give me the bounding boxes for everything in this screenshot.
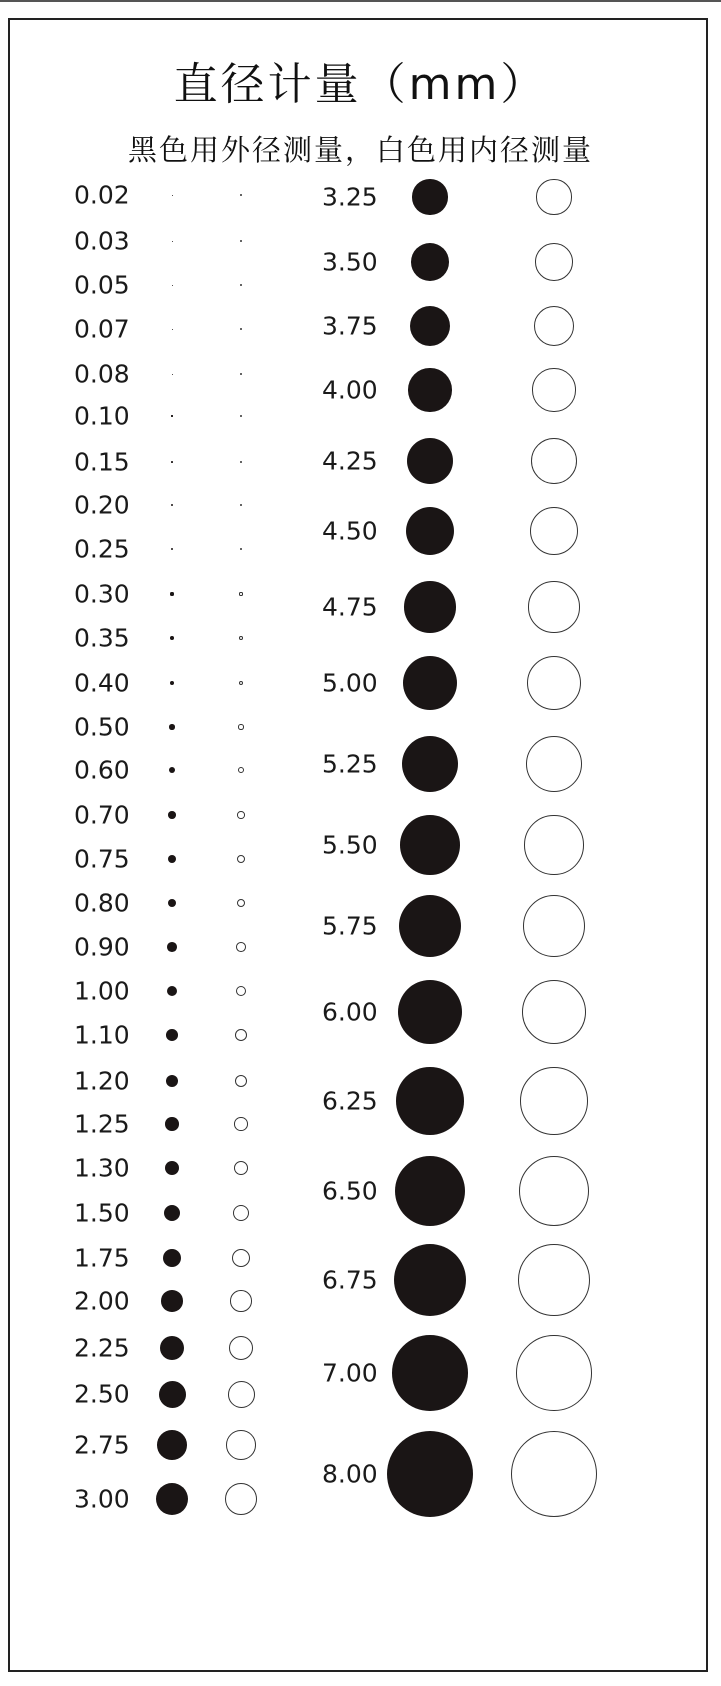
size-label: 7.00 bbox=[322, 1358, 378, 1388]
ring-dot bbox=[519, 1156, 589, 1226]
size-label: 0.02 bbox=[74, 180, 130, 210]
ring-dot bbox=[531, 438, 577, 484]
ring-dot bbox=[532, 368, 575, 411]
solid-dot bbox=[171, 415, 172, 416]
solid-dot bbox=[403, 656, 457, 710]
size-label: 0.35 bbox=[74, 623, 130, 653]
solid-dot bbox=[159, 1381, 186, 1408]
size-label: 3.50 bbox=[322, 247, 378, 277]
ring-dot bbox=[237, 811, 245, 819]
solid-dot bbox=[172, 374, 173, 375]
solid-dot bbox=[168, 855, 176, 863]
ring-dot bbox=[238, 724, 243, 729]
size-label: 4.75 bbox=[322, 592, 378, 622]
ring-dot bbox=[236, 942, 246, 952]
size-label: 0.05 bbox=[74, 270, 130, 300]
ring-dot bbox=[240, 461, 242, 463]
size-label: 0.10 bbox=[74, 401, 130, 431]
size-label: 5.50 bbox=[322, 830, 378, 860]
size-label: 3.00 bbox=[74, 1484, 130, 1514]
size-label: 6.50 bbox=[322, 1176, 378, 1206]
size-label: 6.75 bbox=[322, 1265, 378, 1295]
size-label: 0.25 bbox=[74, 534, 130, 564]
ring-dot bbox=[226, 1430, 256, 1460]
ring-dot bbox=[228, 1381, 255, 1408]
ring-dot bbox=[240, 373, 242, 375]
size-label: 2.25 bbox=[74, 1333, 130, 1363]
solid-dot bbox=[407, 438, 453, 484]
ring-dot bbox=[523, 895, 585, 957]
ring-dot bbox=[230, 1290, 252, 1312]
size-label: 0.15 bbox=[74, 447, 130, 477]
size-label: 0.80 bbox=[74, 888, 130, 918]
size-label: 0.07 bbox=[74, 314, 130, 344]
size-label: 4.00 bbox=[322, 375, 378, 405]
size-label: 3.75 bbox=[322, 311, 378, 341]
ring-dot bbox=[535, 243, 573, 281]
solid-dot bbox=[164, 1205, 180, 1221]
size-label: 5.75 bbox=[322, 911, 378, 941]
size-label: 0.50 bbox=[74, 712, 130, 742]
solid-dot bbox=[387, 1431, 473, 1517]
ring-dot bbox=[520, 1067, 588, 1135]
size-label: 4.25 bbox=[322, 446, 378, 476]
solid-dot bbox=[172, 241, 173, 242]
solid-dot bbox=[157, 1430, 187, 1460]
solid-dot bbox=[395, 1156, 465, 1226]
ring-dot bbox=[240, 415, 242, 417]
ring-dot bbox=[511, 1431, 597, 1517]
ring-dot bbox=[237, 855, 245, 863]
page-title: 直径计量（mm） bbox=[173, 59, 548, 110]
ring-dot bbox=[536, 179, 571, 214]
size-label: 1.50 bbox=[74, 1198, 130, 1228]
ring-dot bbox=[229, 1336, 253, 1360]
size-label: 0.90 bbox=[74, 932, 130, 962]
solid-dot bbox=[172, 329, 173, 330]
ring-dot bbox=[240, 284, 242, 286]
size-label: 0.30 bbox=[74, 579, 130, 609]
page-subtitle: 黑色用外径测量，白色用内径测量 bbox=[127, 133, 593, 167]
size-label: 0.75 bbox=[74, 844, 130, 874]
size-label: 0.70 bbox=[74, 800, 130, 830]
solid-dot bbox=[396, 1067, 464, 1135]
size-label: 0.03 bbox=[74, 226, 130, 256]
size-label: 1.25 bbox=[74, 1109, 130, 1139]
size-label: 0.20 bbox=[74, 490, 130, 520]
solid-dot bbox=[171, 461, 173, 463]
size-label: 8.00 bbox=[322, 1459, 378, 1489]
size-label: 6.25 bbox=[322, 1086, 378, 1116]
size-label: 1.75 bbox=[74, 1243, 130, 1273]
size-label: 2.50 bbox=[74, 1379, 130, 1409]
size-label: 1.20 bbox=[74, 1066, 130, 1096]
solid-dot bbox=[169, 724, 174, 729]
size-label: 1.00 bbox=[74, 976, 130, 1006]
ring-dot bbox=[240, 240, 242, 242]
solid-dot bbox=[165, 1117, 179, 1131]
top-rule bbox=[0, 0, 721, 2]
size-label: 4.50 bbox=[322, 516, 378, 546]
ring-dot bbox=[528, 581, 579, 632]
ring-dot bbox=[239, 636, 243, 640]
solid-dot bbox=[167, 942, 177, 952]
ring-dot bbox=[234, 1161, 248, 1175]
ring-dot bbox=[239, 592, 242, 595]
solid-dot bbox=[411, 243, 449, 281]
ring-dot bbox=[235, 1029, 247, 1041]
solid-dot bbox=[165, 1161, 179, 1175]
solid-dot bbox=[170, 592, 173, 595]
solid-dot bbox=[166, 1029, 178, 1041]
size-label: 5.25 bbox=[322, 749, 378, 779]
ring-dot bbox=[234, 1117, 248, 1131]
size-label: 0.40 bbox=[74, 668, 130, 698]
size-label: 2.00 bbox=[74, 1286, 130, 1316]
ring-dot bbox=[527, 656, 581, 710]
size-label: 3.25 bbox=[322, 182, 378, 212]
size-label: 1.30 bbox=[74, 1153, 130, 1183]
solid-dot bbox=[392, 1335, 468, 1411]
solid-dot bbox=[172, 195, 173, 196]
size-label: 0.08 bbox=[74, 359, 130, 389]
size-label: 6.00 bbox=[322, 997, 378, 1027]
solid-dot bbox=[404, 581, 455, 632]
solid-dot bbox=[408, 368, 451, 411]
solid-dot bbox=[161, 1290, 183, 1312]
solid-dot bbox=[400, 815, 459, 874]
solid-dot bbox=[172, 285, 173, 286]
ring-dot bbox=[240, 328, 242, 330]
solid-dot bbox=[168, 811, 176, 819]
ring-dot bbox=[516, 1335, 592, 1411]
solid-dot bbox=[160, 1336, 184, 1360]
solid-dot bbox=[412, 179, 447, 214]
size-label: 5.00 bbox=[322, 668, 378, 698]
size-label: 1.10 bbox=[74, 1020, 130, 1050]
ring-dot bbox=[240, 194, 242, 196]
size-label: 2.75 bbox=[74, 1430, 130, 1460]
solid-dot bbox=[399, 895, 461, 957]
size-label: 0.60 bbox=[74, 755, 130, 785]
ring-dot bbox=[233, 1205, 249, 1221]
solid-dot bbox=[170, 636, 174, 640]
ring-dot bbox=[524, 815, 583, 874]
